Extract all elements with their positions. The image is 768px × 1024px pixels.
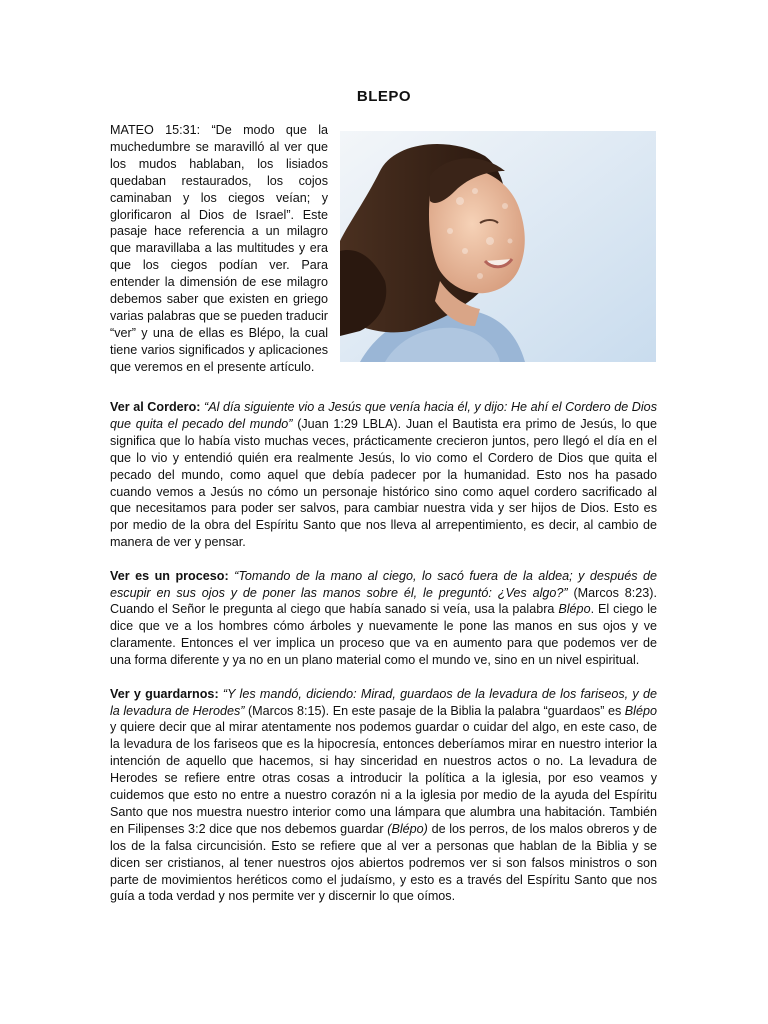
section-text: (Juan 1:29 LBLA). Juan el Bautista era primo de Jesús, lo que significa que lo había visto muchas veces, prácticamente crecieron juntos, pero llegó el día en el que lo vio y entendió quién era realmente Jesús, lo vio como el Cordero de Dios que quita el pecado del mundo, como aquel que debía padecer por la humanidad. Esto nos ha pasado cuando vemos a Jesús no cómo un personaje histórico sino como aquel cordero sacrificado al que necesitamos para poder ser salvos, para cambiar nuestra vida y ser hijos de Dios. Esto es por medio de la obra del Espíritu Santo que nos lleva al arrepentimiento, es decir, al cambio de manera de ver y pensar. — [110, 416, 657, 550]
section-heading: Ver al Cordero: — [110, 400, 201, 414]
greek-word: Blépo — [558, 602, 591, 617]
intro-paragraph: MATEO 15:31: “De modo que la muchedumbre se maravilló al ver que los mudos hablaban, los lisiados quedaban restaurados, los cojos caminaban y los ciegos veían; y glorificaron al Dios de Israel”. Este pasaje hace referencia a un milagro que maravillaba a las multitudes y era que los ciegos podían ver. Para entender la dimensión de ese milagro debemos saber que existen en griego varias palabras que se pueden traducir “ver” y una de ellas es Blépo, la cual tiene varios significados y aplicaciones que veremos en el presente artículo. — [110, 123, 328, 374]
section-text: . El ciego le dice que ve a los hombres cómo árboles y nuevamente le pone las manos en sus ojos y ve claramente. Entonces el ver implica un proceso que va en aumento para que podemos ver de una forma diferente y ya no en un plano material como el mundo ve, sino en un nivel espiritual. — [110, 602, 657, 668]
section-text: y quiere decir que al mirar atentamente nos podemos guardar o cuidar del algo, en este caso, de la levadura de los fariseos que es la hipocresía, entonces deberíamos mirar en nuestro interior la intención de aquello que hacemos, si hay sinceridad en nuestros actos o no. La levadura de Herodes se refiere entre otras cosas a introducir la política a la iglesia, por eso veamos y cuidemos que esto no entre a nuestro corazón ni a la iglesia por medio de la ayuda del Espíritu Santo que nos muestra nuestro interior como una lámpara que alumbra una habitación. También en Filipenses 3:2 dice que nos debemos guardar — [110, 720, 657, 836]
section-text: de los perros, de los malos obreros y de los de la falsa circuncisión. Esto se refiere que al ver a personas que hablan de la Biblia y se dicen ser cristianos, al tener nuestros ojos abiertos podremos ver si son falsos ministros o son parte de movimientos heréticos como el judaísmo, y esto es a través del Espíritu Santo que nos guía a toda verdad y nos permite ver y discernir lo que oímos. — [110, 821, 658, 904]
section-heading: Ver y guardarnos: — [110, 686, 219, 701]
section-heading: Ver es un proceso: — [110, 568, 229, 583]
page-title: BLEPO — [356, 88, 412, 105]
girl-smiling-photo-icon — [340, 131, 656, 362]
section-text: (Marcos 8:15). En este pasaje de la Biblia la palabra “guardaos” es — [244, 703, 625, 718]
section-text: (Marcos 8:23). Cuando el Señor le pregunta al ciego que había sanado si veía, usa la palabra — [110, 585, 657, 617]
bible-quote: “Al día siguiente vio a Jesús que venía hacia él, y dijo: He ahí el Cordero de Dios que quita el pecado del mundo” — [110, 400, 657, 431]
article-body — [110, 399, 657, 922]
section-ver-es-un-proceso — [110, 568, 657, 669]
section-ver-y-guardarnos — [110, 686, 657, 906]
section-ver-al-cordero — [110, 399, 657, 551]
greek-word: (Blépo) — [387, 821, 428, 836]
greek-word: Blépo — [624, 703, 657, 718]
bible-quote: “Y les mandó, diciendo: Mirad, guardaos de la levadura de los fariseos, y de la levadura de Herodes” — [110, 686, 657, 718]
bible-quote: “Tomando de la mano al ciego, lo sacó fuera de la aldea; y después de escupir en sus ojos y de poner las manos sobre él, le preguntó: ¿Ves algo?” — [110, 568, 657, 600]
